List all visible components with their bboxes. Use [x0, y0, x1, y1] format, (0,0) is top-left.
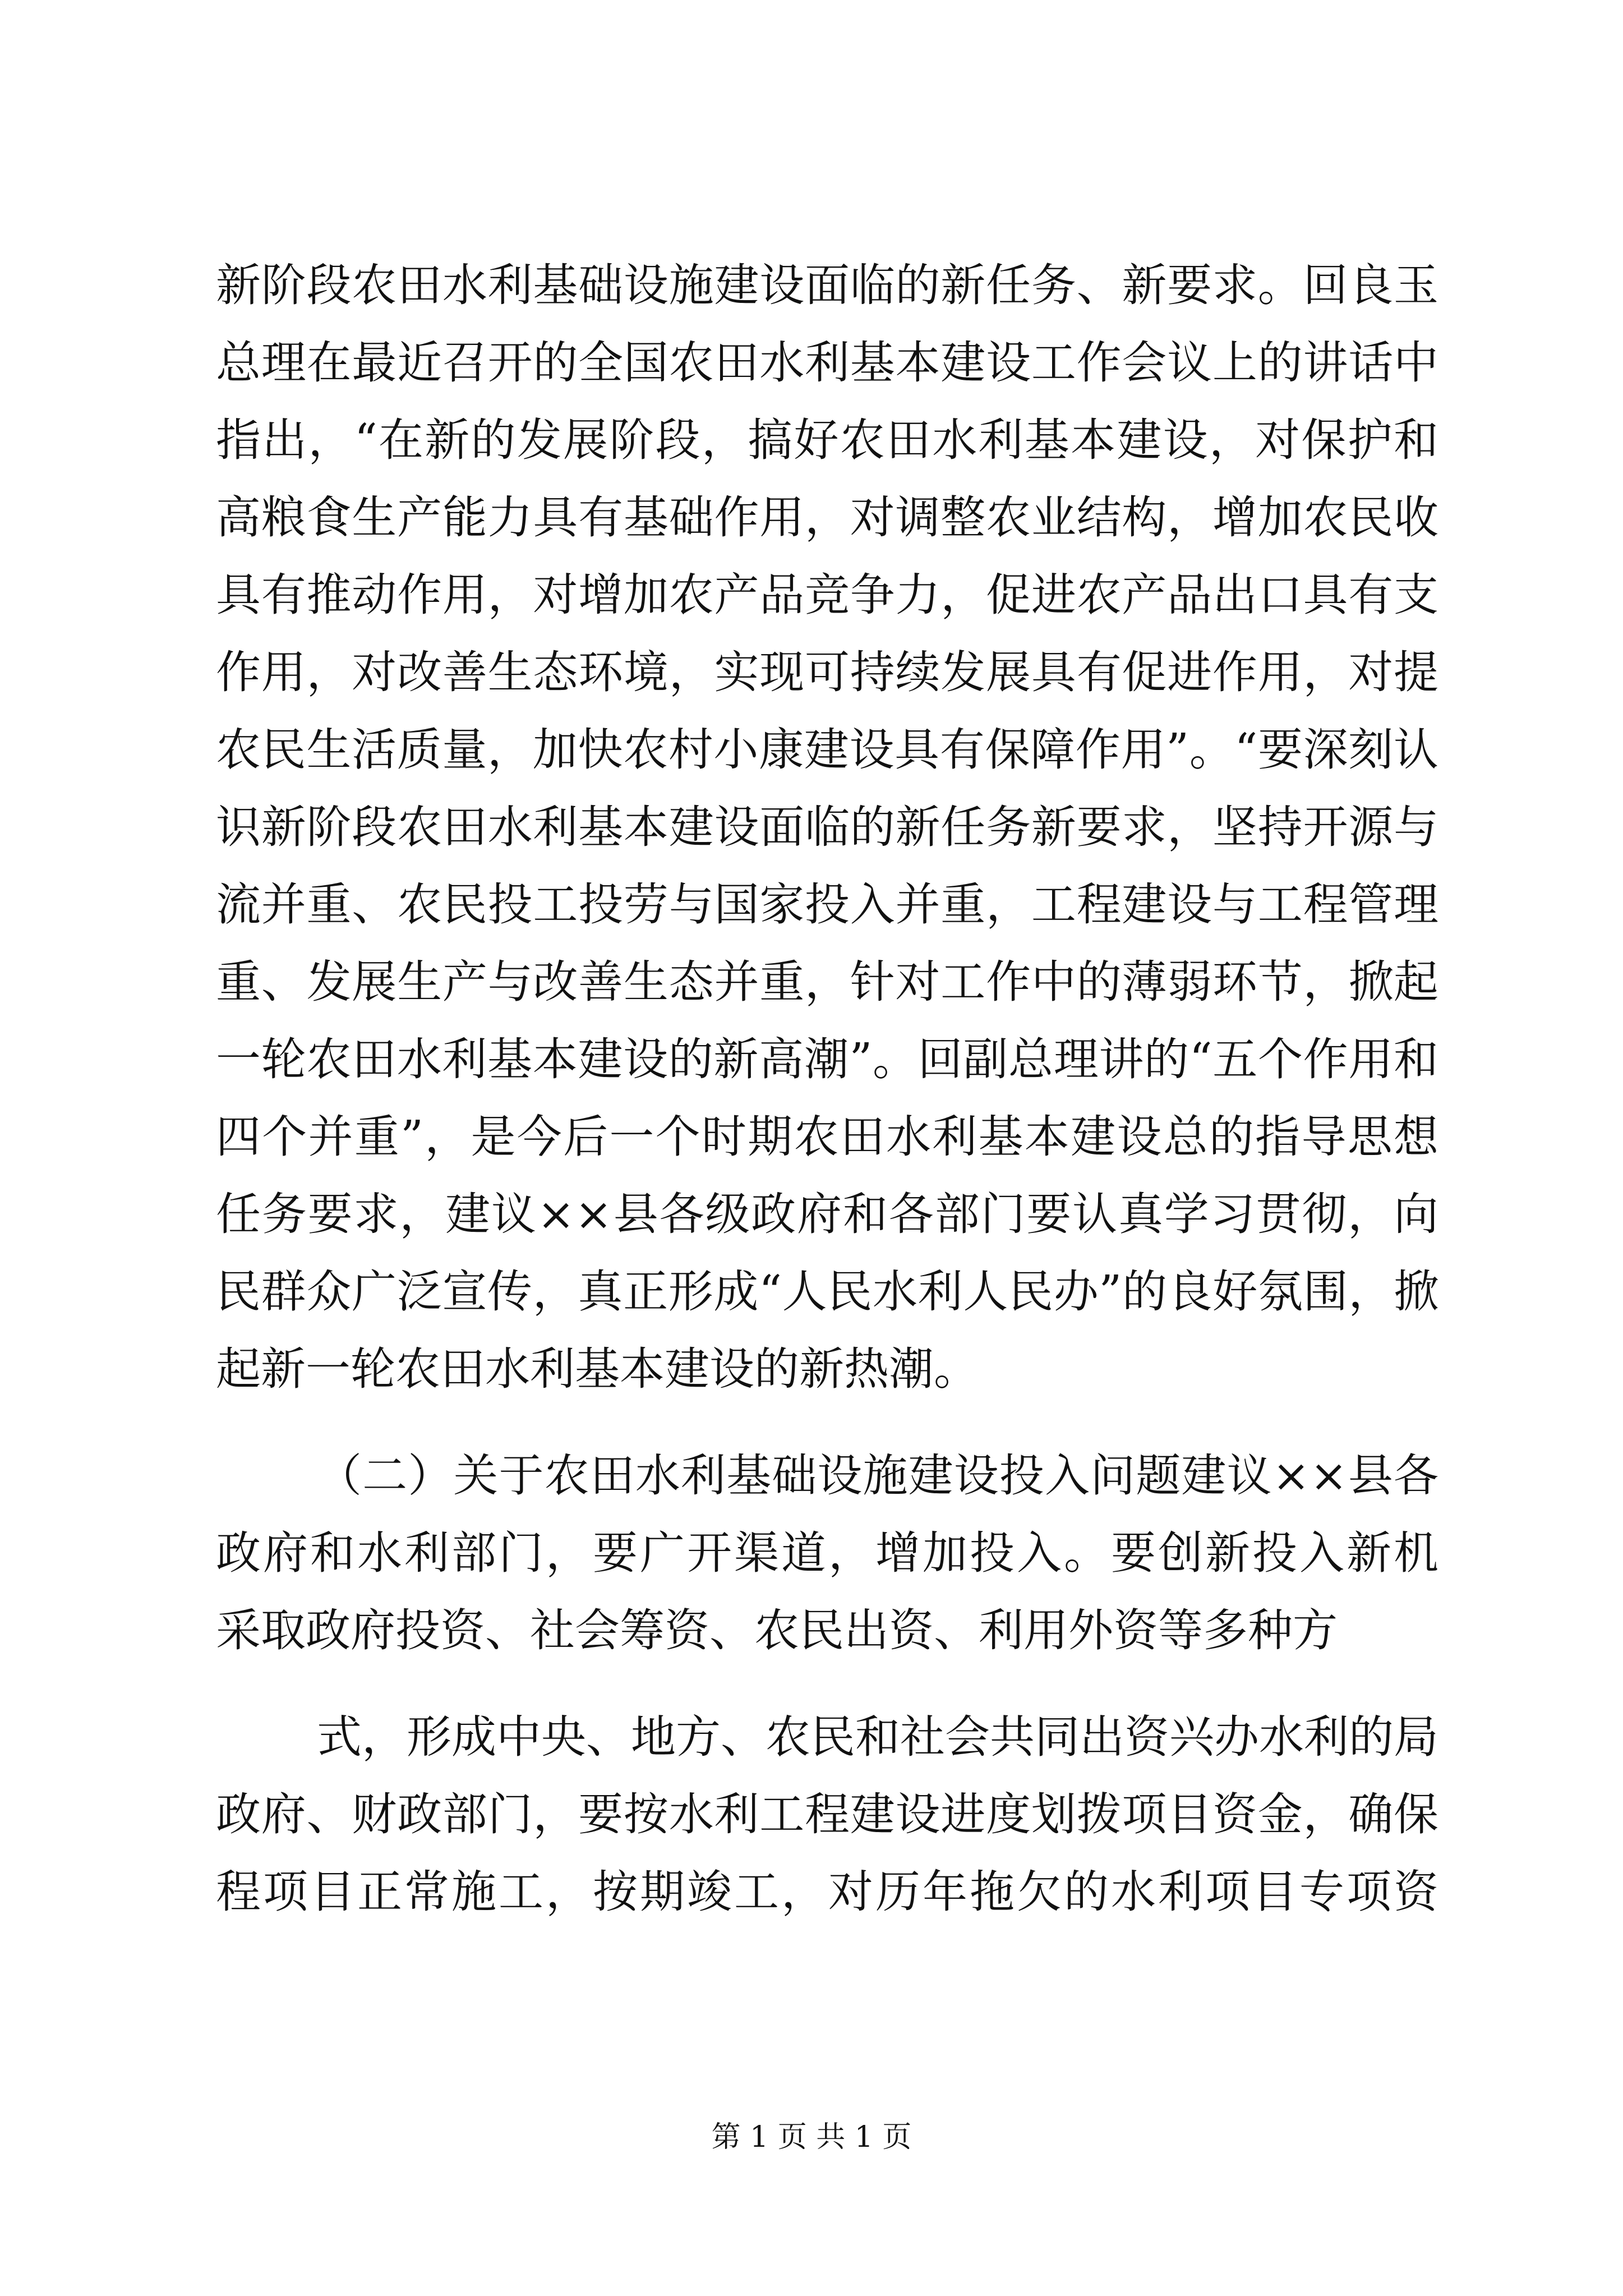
text-line: 政府、财政部门，要按水利工程建设进度划拨项目资金，确保 [216, 1788, 1438, 1841]
text-line: 总理在最近召开的全国农田水利基本建设工作会议上的讲话中 [216, 337, 1438, 389]
page-number-footer: 第 1 页 共 1 页 [711, 2120, 912, 2154]
text-line: 采取政府投资、社会筹资、农民出资、利用外资等多种方 [216, 1604, 1338, 1657]
text-line: 农民生活质量，加快农村小康建设具有保障作用”。“要深刻认 [216, 724, 1438, 776]
text-line: 任务要求，建议××县各级政府和各部门要认真学习贯彻，向 [216, 1188, 1438, 1240]
text-line: 一轮农田水利基本建设的新高潮”。回副总理讲的“五个作用和 [216, 1033, 1438, 1085]
text-line: 作用，对改善生态环境，实现可持续发展具有促进作用，对提 [216, 646, 1438, 698]
text-line: 识新阶段农田水利基本建设面临的新任务新要求，坚持开源与 [216, 801, 1438, 853]
text-line: 新阶段农田水利基础设施建设面临的新任务、新要求。回良玉 [216, 259, 1438, 311]
text-line: 重、发展生产与改善生态并重，针对工作中的薄弱环节，掀起 [216, 956, 1438, 1008]
text-line: 政府和水利部门，要广开渠道，增加投入。要创新投入新机 [216, 1527, 1438, 1579]
text-line: 起新一轮农田水利基本建设的新热潮。 [216, 1343, 979, 1395]
text-line: 指出，“在新的发展阶段，搞好农田水利基本建设，对保护和 [216, 414, 1438, 466]
text-line: 民群众广泛宣传，真正形成“人民水利人民办”的良好氛围，掀 [216, 1266, 1438, 1318]
text-line: 式，形成中央、地方、农民和社会共同出资兴办水利的局 [317, 1711, 1438, 1763]
text-line: 具有推动作用，对增加农产品竞争力，促进农产品出口具有支 [216, 569, 1438, 621]
text-line: 程项目正常施工，按期竣工，对历年拖欠的水利项目专项资 [216, 1866, 1438, 1918]
text-line: 四个并重”，是今后一个时期农田水利基本建设总的指导思想 [216, 1111, 1438, 1163]
text-line: 高粮食生产能力具有基础作用，对调整农业结构，增加农民收 [216, 491, 1438, 544]
text-line: 流并重、农民投工投劳与国家投入并重，工程建设与工程管理 [216, 878, 1438, 931]
document-body [216, 247, 1438, 1931]
section-heading-line: （二）关于农田水利基础设施建设投入问题建议××县各 [317, 1450, 1438, 1502]
